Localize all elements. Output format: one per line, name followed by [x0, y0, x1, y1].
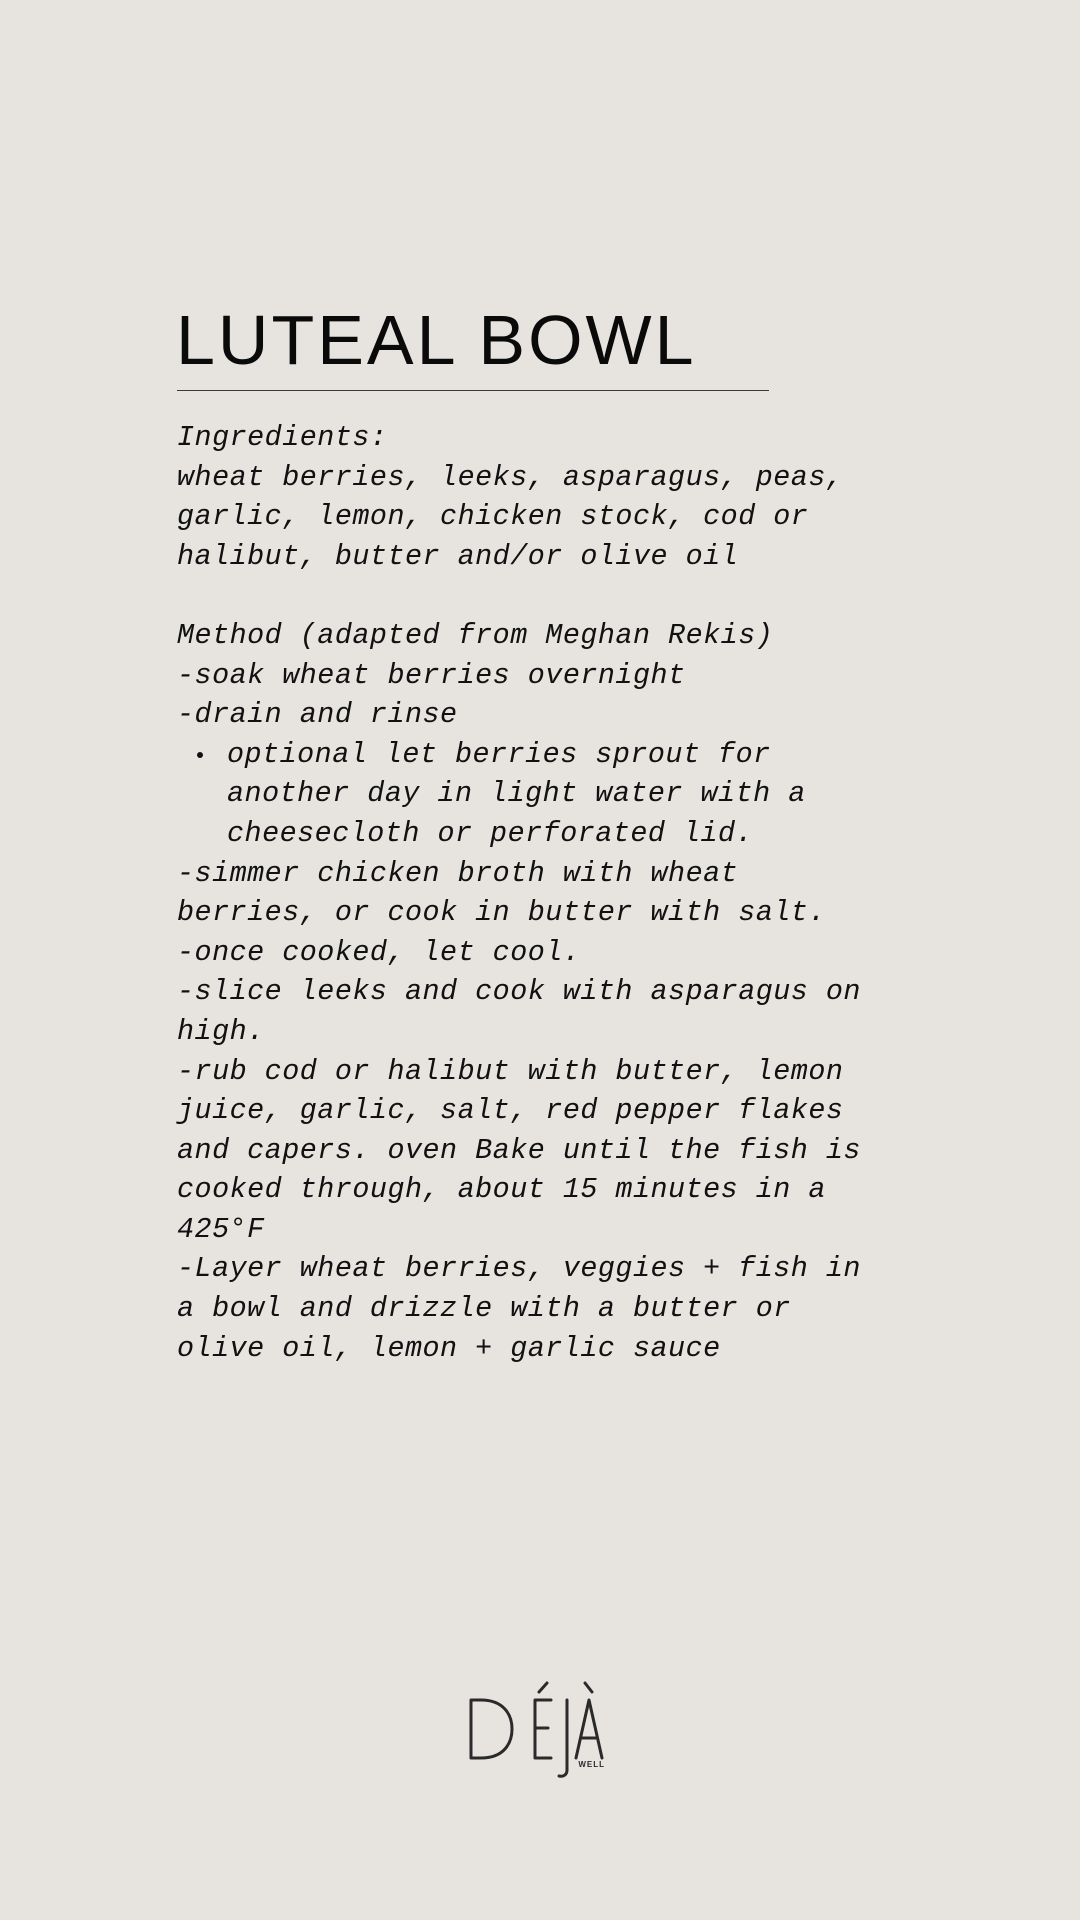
logo-subtext: WELL: [578, 1760, 605, 1769]
deja-well-logo: [465, 1678, 615, 1778]
step-fish-line: 425°F: [177, 1212, 265, 1246]
step-fish-line: -rub cod or halibut with butter, lemon: [177, 1054, 844, 1088]
optional-line: another day in light water with a: [227, 777, 806, 811]
ingredients-heading: Ingredients:: [177, 421, 388, 454]
recipe-title: LUTEAL BOWL: [176, 301, 697, 379]
bullet-dot-icon: [197, 752, 203, 758]
optional-line: cheesecloth or perforated lid.: [227, 816, 754, 850]
step-fish-line: cooked through, about 15 minutes in a: [177, 1173, 826, 1207]
step-fish-line: juice, garlic, salt, red pepper flakes: [177, 1094, 844, 1128]
step-leeks-line: high.: [177, 1014, 265, 1048]
recipe-body: [177, 418, 897, 1368]
step-layer-line: olive oil, lemon + garlic sauce: [177, 1331, 721, 1365]
step-simmer-line: -simmer chicken broth with wheat: [177, 856, 739, 890]
section-gap: [177, 576, 897, 616]
step-soak: -soak wheat berries overnight: [177, 658, 686, 692]
step-cool: -once cooked, let cool.: [177, 935, 581, 969]
step-drain: -drain and rinse: [177, 698, 458, 732]
step-leeks-line: -slice leeks and cook with asparagus on: [177, 975, 861, 1009]
step-fish-line: and capers. oven Bake until the fish is: [177, 1133, 861, 1167]
optional-line: optional let berries sprout for: [227, 737, 771, 771]
step-layer-line: a bowl and drizzle with a butter or: [177, 1292, 791, 1326]
step-simmer-line: berries, or cook in butter with salt.: [177, 896, 826, 930]
method-heading: Method (adapted from Meghan Rekis): [177, 618, 774, 652]
ingredients-line: halibut, butter and/or olive oil: [177, 539, 739, 573]
optional-bullet: [177, 735, 897, 854]
step-layer-line: -Layer wheat berries, veggies + fish in: [177, 1252, 861, 1286]
ingredients-line: wheat berries, leeks, asparagus, peas,: [177, 460, 844, 494]
title-divider: [177, 390, 769, 391]
ingredients-line: garlic, lemon, chicken stock, cod or: [177, 500, 809, 534]
